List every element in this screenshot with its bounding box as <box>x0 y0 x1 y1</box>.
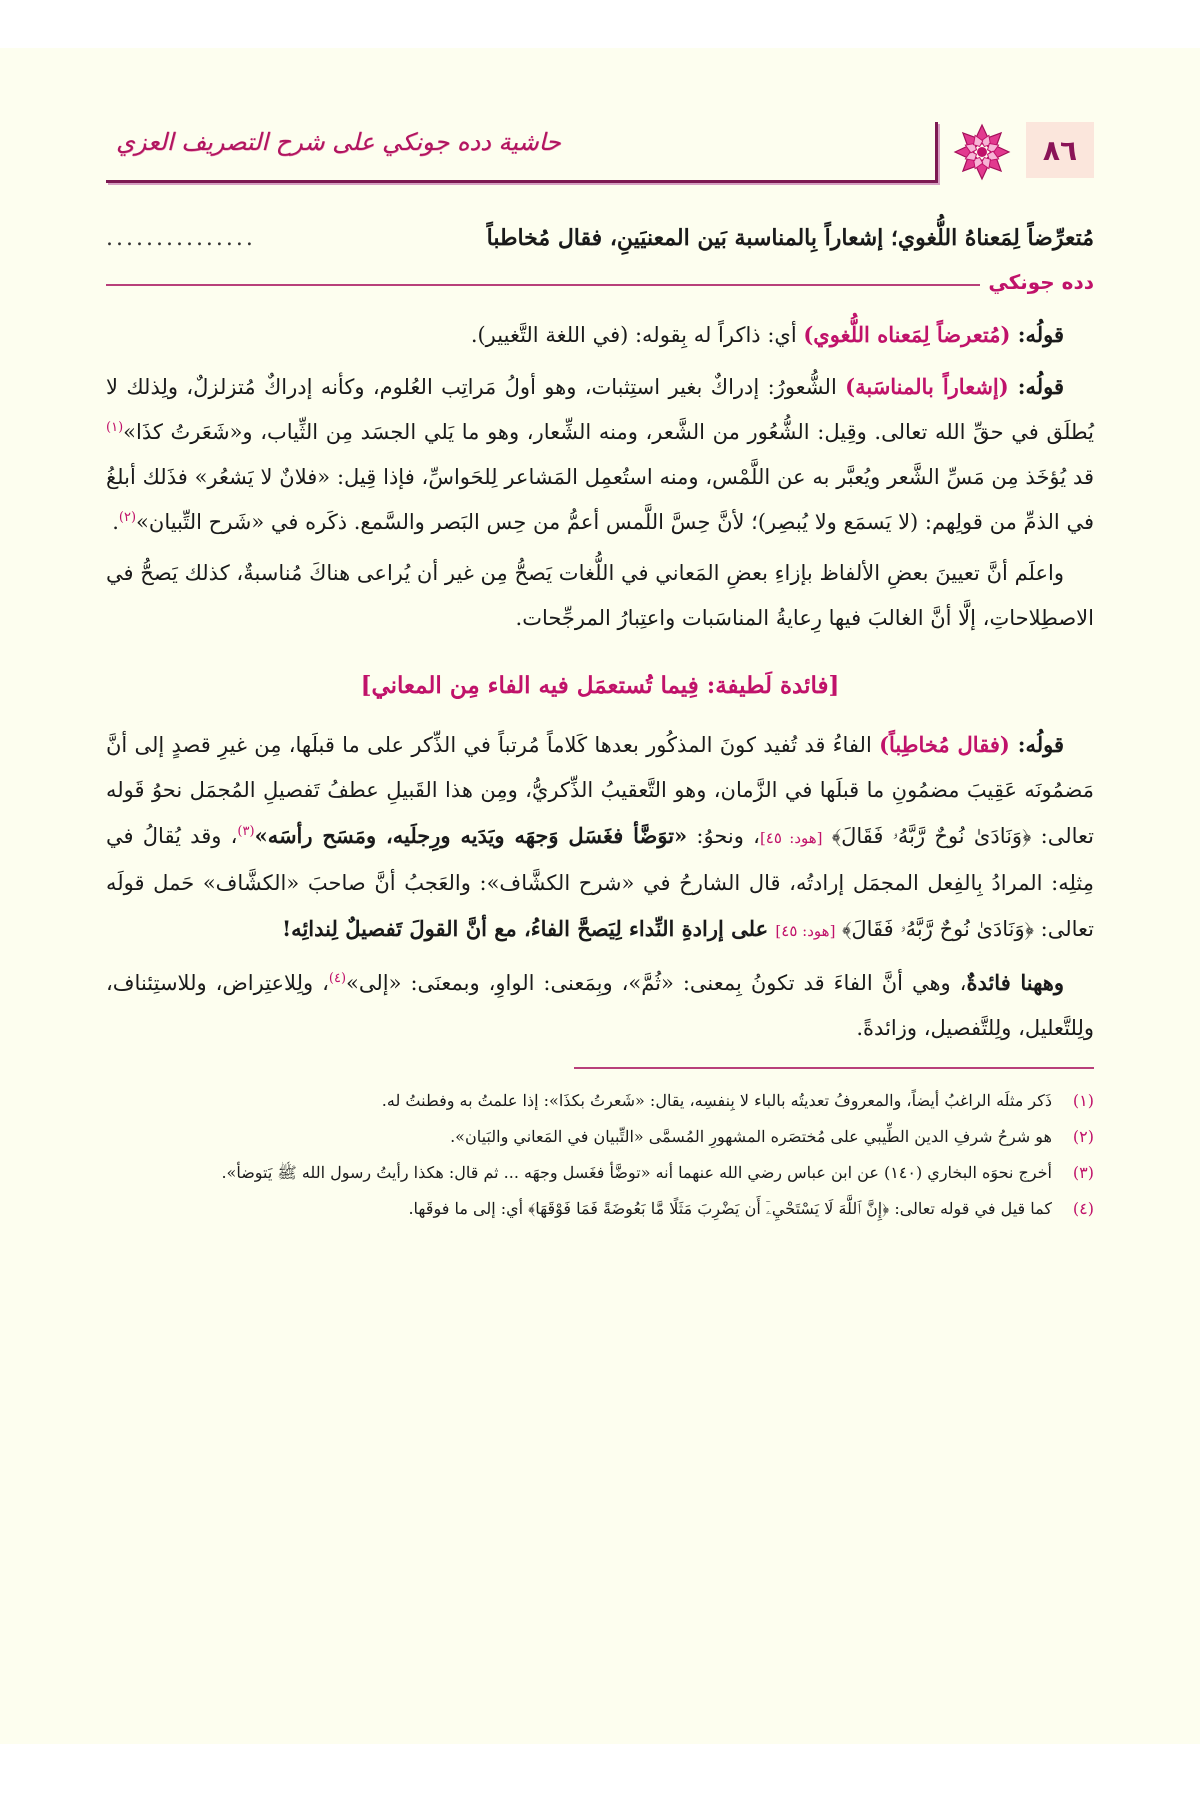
paragraph-text: ، وهي أنَّ الفاءَ قد تكونُ بِمعنى: «ثُمَّ»، وبِمَعنى: الواوِ، وبمعنَى: «إلى» <box>346 971 967 995</box>
footnote-3 <box>106 1155 1094 1191</box>
footnote-text: ذَكر مثلَه الراغبُ أيضاً، والمعروفُ تعديتُه بالباء لا بِنفسِه، يقال: «شَعرتُ بكذَا»: إذا علمتُ به وفطنتُ له. <box>381 1091 1052 1110</box>
footnote-text: هو شرحُ شرفِ الدين الطِّيبي على مُختصَره المشهورِ المُسمَّى «التِّبيان في المَعاني والبَيان». <box>450 1127 1052 1146</box>
paragraph-text: الفاءُ قد تُفيد كونَ المذكُور بعدها كَلاماً مُرتباً في الذِّكر على ما قبلَها، مِن غيرِ قصدٍ إلى أنَّ مَضمُونَه عَقِيبَ مضمُونِ ما قبلَها في الزَّمان، وهو التَّعقيبُ الذِّكريُّ، ومِن هذا القَبيلِ عطفُ تَفصيلِ المُجمَل نحوُ قَوله تعالى: ﴿وَنَادَىٰ نُوحٌ رَّبَّهُۥ فَقَالَ﴾ <box>106 733 1094 848</box>
paragraph-4 <box>106 722 1094 954</box>
section-heading: [فائدة لَطيفة: فِيما تُستعمَل فيه الفاء مِن المعاني] <box>360 672 840 699</box>
qawluhu-label: قولُه: <box>1008 374 1064 399</box>
quoted-phrase: (إشعاراً بالمناسَبة) <box>845 374 1009 399</box>
footnote-1 <box>106 1083 1094 1119</box>
qawluhu-label: قولُه: <box>1010 322 1064 347</box>
header-frame <box>106 122 938 183</box>
quoted-phrase: (فقال مُخاطِباً) <box>879 732 1010 757</box>
paragraph-text: الشُّعورُ: إدراكٌ بغير استِثبات، وهو أولُ مَراتِب العُلوم، وكأنه إدراكٌ مُتزلزلٌ، ولِذلك لا يُطلَق في حقِّ الله تعالى. وقِيل: الشُّعُور من الشَّعر، ومنه الشِّعار، وهو ما يَلي الجسَد مِن الثِّياب، و«شَعَرتُ كذَا» <box>106 375 1094 444</box>
paragraph-text: ، وقد يُقالُ في مِثلِه: المرادُ بِالفِعل المجمَل إرادتُه، قال الشارحُ في «شرح الكشَّاف»: والعَجبُ أنَّ صاحبَ «الكشَّاف» حَمل قولَه تعالى: ﴿وَنَادَىٰ نُوحٌ رَّبَّهُۥ فَقَالَ﴾ <box>106 824 1094 941</box>
bold-lead: وههنا فائدةٌ <box>966 970 1064 995</box>
paragraph-text: ، ونحوُ: <box>687 824 760 848</box>
qawluhu-label: قولُه: <box>1009 732 1065 757</box>
footnote-number: (٢) <box>1072 1127 1094 1146</box>
footnote-ref-4[interactable]: (٤) <box>328 971 347 986</box>
footnote-text: كما قيل في قوله تعالى: ﴿إِنَّ ٱللَّهَ لَا يَسْتَحْيِۦٓ أَن يَضْرِبَ مَثَلًا مَّا بَعُوضَةً فَمَا فَوْقَهَا﴾ أي: إلى ما فوقَها. <box>408 1199 1052 1218</box>
paragraph-5 <box>106 960 1094 1051</box>
page-number: ٨٦ <box>1026 122 1094 178</box>
author-label: دده جونكي <box>988 269 1094 294</box>
footnotes <box>106 1083 1094 1227</box>
quran-reference: [هود: ٤٥] <box>775 922 836 940</box>
footnote-number: (٣) <box>1072 1163 1094 1182</box>
rosette-ornament-icon <box>952 122 1012 182</box>
matn-dots: ............... <box>106 226 256 251</box>
quoted-phrase: (مُتعرضاً لِمَعناه اللُّغوي) <box>803 322 1011 347</box>
matn-text: مُتعرِّضاً لِمَعناهُ اللُّغوي؛ إشعاراً بِالمناسبة بَين المعنيَينِ، فقال مُخاطباً <box>486 225 1094 251</box>
footnote-4 <box>106 1191 1094 1227</box>
running-title: حاشية دده جونكي على شرح التصريف العزي <box>116 128 561 156</box>
paragraph-3 <box>106 551 1094 641</box>
page-header <box>106 122 1094 184</box>
paragraph-text: . <box>112 510 119 534</box>
quran-reference: [هود: ٤٥] <box>759 829 823 847</box>
footnote-number: (٤) <box>1072 1199 1094 1218</box>
page-content <box>106 216 1094 1227</box>
author-divider <box>106 262 1094 302</box>
footnote-ref-1[interactable]: (١) <box>106 420 124 435</box>
paragraph-text: واعلَم أنَّ تعيينَ بعضِ الألفاظ بإزاءِ بعضِ المَعاني في اللُّغات يَصحُّ مِن غير أن يُراعى هناكَ مُناسبةٌ، كذلك يَصحُّ في الاصطِلاحاتِ، إلَّا أنَّ الغالبَ فيها رِعايةُ المناسَبات واعتِبارُ المرجِّحات. <box>106 561 1094 630</box>
hadith-quote: «توَضَّأ فغَسَل وَجهَه ويَدَيه ورِجلَيه، ومَسَح رأسَه» <box>254 823 688 848</box>
footnote-ref-2[interactable]: (٢) <box>118 510 137 525</box>
paragraph-2 <box>106 364 1094 545</box>
divider-rule <box>106 284 980 286</box>
paragraph-text: ، ولِلاعتِراض، وللاستِئناف، ولِلتَّعليل، ولِلتَّفصيل، وزائدةً. <box>106 971 1094 1040</box>
paragraph-text: أي: ذاكراً له بِقوله: (في اللغة التَّغيير). <box>470 323 804 347</box>
footnote-text: أخرج نحوَه البخاري (١٤٠) عن ابن عباس رضي الله عنهما أنه «توضَّأ فغَسل وجهَه ... ثم قال: هكذا رأيتُ رسول الله ﷺ يَتوضأ». <box>221 1163 1052 1182</box>
paragraph-text: قد يُؤخَذ مِن مَسِّ الشَّعر ويُعبَّر به عن اللَّمْس، ومنه استُعمِل المَشاعر لِلحَواسِّ، فإذا قِيل: «فلانٌ لا يَشعُر» فذَلك أبلغُ في الذمِّ من قولِهم: (لا يَسمَع ولا يُبصِر)؛ لأنَّ حِسَّ اللَّمس أعمُّ من حِس البَصر والسَّمع. ذكَره في «شَرح التِّبيان» <box>106 465 1094 534</box>
footnote-ref-3[interactable]: (٣) <box>237 824 255 839</box>
footnote-divider <box>574 1067 1094 1069</box>
footnote-number: (١) <box>1072 1091 1094 1110</box>
paragraph-1 <box>106 312 1094 358</box>
book-page <box>0 48 1200 1744</box>
paragraph-text: على إرادةِ النِّداء لِيَصحَّ الفاءُ، مع أنَّ القولَ تَفصيلٌ لِندائِه! <box>281 916 776 941</box>
matn-line <box>106 216 1094 262</box>
footnote-2 <box>106 1119 1094 1155</box>
